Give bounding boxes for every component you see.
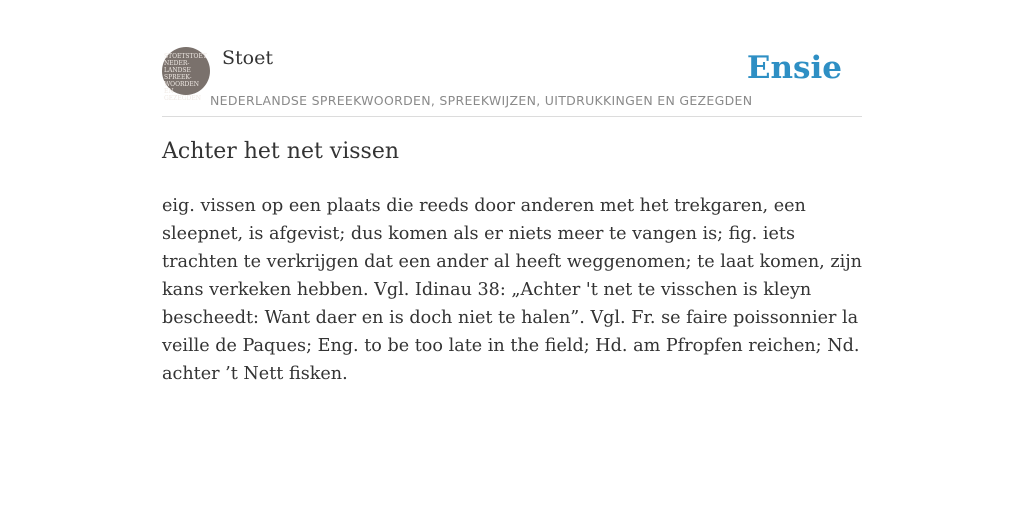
avatar-cover-text: STOETSTOET NEDER- LANDSE SPREEK- WOORDEN EN GEZEGDEN — [164, 53, 207, 102]
entry-definition: eig. vissen op een plaats die reeds door anderen met het trekgaren, een sleepnet, is afgevist; dus komen als er niets meer te vangen is; fig. iets trachten te verkrijgen dat een ander al heeft weggenomen; te laat komen, zijn kans verkeken hebben. Vgl. Idinau 38: „Achter 't net te visschen is kleyn bescheedt: Want daer en is doch niet te halen”. Vgl. Fr. se faire poissonnier la veille de Paques; Eng. to be too late in the field; Hd. am Pfropfen reichen; Nd. achter ’t Nett fisken. — [162, 196, 863, 384]
author-name[interactable]: Stoet — [222, 47, 273, 69]
entry-title: Achter het net vissen — [162, 139, 400, 164]
brand-logo[interactable]: Ensie — [746, 50, 842, 86]
avatar[interactable] — [162, 47, 210, 102]
source-subtitle[interactable]: NEDERLANDSE SPREEKWOORDEN, SPREEKWIJZEN, UITDRUKKINGEN EN GEZEGDEN — [210, 93, 753, 108]
header — [162, 44, 862, 117]
